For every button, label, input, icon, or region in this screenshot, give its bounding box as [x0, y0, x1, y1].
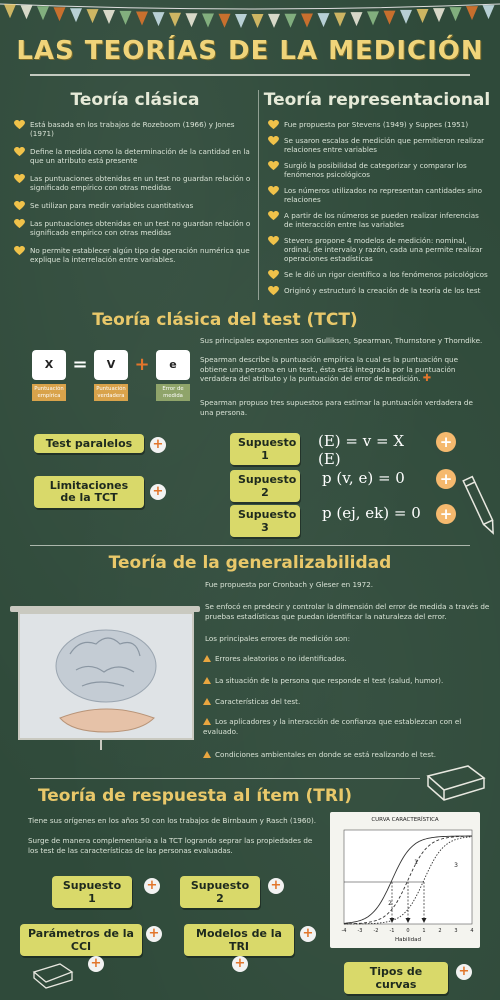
bunting-flag — [21, 5, 33, 19]
supuesto-1-plus-icon[interactable]: + — [436, 432, 456, 452]
representacional-item-text: Se usaron escalas de medición que permitieron realizar relaciones entre variables — [284, 136, 485, 154]
error-item-text: La situación de la persona que responde el test (salud, humor). — [215, 676, 444, 685]
gen-p3: Los principales errores de medición son: — [205, 634, 350, 643]
bunting-flag — [87, 9, 99, 23]
bunting-flag — [483, 5, 495, 19]
cci-x-tick: -1 — [389, 928, 395, 934]
divider-tct-gen — [30, 545, 470, 546]
heart-icon — [268, 270, 279, 280]
projector-stand — [100, 740, 102, 750]
clasica-item — [14, 219, 254, 237]
clasica-item-text: Está basada en los trabajos de Rozeboom (1966) y Jones (1971) — [30, 120, 235, 138]
clasica-item — [14, 120, 254, 138]
parametros-cci-button[interactable]: Parámetros de la CCI — [20, 924, 142, 956]
clasica-item — [14, 201, 254, 210]
tri-extra-plus-icon-1[interactable]: + — [88, 956, 104, 972]
representacional-item — [268, 236, 490, 263]
cci-chart-svg — [330, 812, 480, 948]
supuesto-2-formula: p (v, e) = 0 — [322, 469, 405, 487]
bunting-flag — [235, 14, 247, 28]
tct-p3: Spearman propuso tres supuestos para estimar la puntuación verdadera de una persona. — [200, 398, 473, 417]
tipos-curvas-button[interactable]: Tipos de curvas — [344, 962, 448, 994]
bunting-flag — [219, 14, 231, 28]
eq-e: e — [156, 350, 190, 380]
bunting-flag — [384, 11, 396, 25]
bunting-flag — [153, 12, 165, 26]
cci-curve-label-3: 3 — [454, 862, 458, 869]
tct-p2-text: Spearman describe la puntuación empírica la cual es la puntuación que obtiene una persona en un test., ésta está integrada por la puntuación verdadera del atributo y la puntuación del error de medición. — [200, 355, 459, 383]
tct-p2-plus-icon[interactable]: ✚ — [422, 373, 432, 384]
tri-extra-plus-icon-2[interactable]: + — [232, 956, 248, 972]
cci-x-tick: 4 — [470, 928, 474, 934]
heart-icon — [14, 246, 25, 256]
error-item-text: Los aplicadores y la interacción de confianza que establezcan con el evaluado. — [203, 717, 462, 736]
generalizabilidad-heading: Teoría de la generalizabilidad — [108, 553, 392, 573]
representacional-item-text: Los números utilizados no representan cantidades sino relaciones — [284, 186, 483, 204]
representacional-item-text: Stevens propone 4 modelos de medición: nominal, ordinal, de intervalo y razón, cada una permite realizar operaciones estadísticas — [284, 236, 483, 263]
representacional-item — [268, 286, 490, 295]
heart-icon — [14, 201, 25, 211]
representacional-list — [268, 120, 490, 302]
modelos-tri-button[interactable]: Modelos de la TRI — [184, 924, 294, 956]
representacional-item — [268, 136, 490, 154]
clasica-item — [14, 147, 254, 165]
heart-icon — [268, 136, 279, 146]
column-divider — [258, 90, 259, 300]
bunting-flag — [252, 14, 264, 28]
bunting-flag — [202, 14, 214, 28]
bunting-flag — [417, 9, 429, 23]
gen-p2: Se enfocó en predecir y controlar la dimensión del error de medida a través de pruebas estadísticas que puedan identificar la naturaleza del error. — [205, 602, 490, 621]
cci-chart-title: CURVA CARACTERÍSTICA — [371, 817, 439, 823]
supuesto-3-plus-icon[interactable]: + — [436, 504, 456, 524]
bunting-flag — [400, 10, 412, 24]
parametros-cci-plus-icon[interactable]: + — [146, 926, 162, 942]
gen-p1: Fue propuesta por Cronbach y Gleser en 1972. — [205, 580, 374, 589]
cci-x-tick: -4 — [341, 928, 347, 934]
clasica-list — [14, 120, 254, 273]
bunting-flag — [37, 6, 49, 20]
representacional-item — [268, 186, 490, 204]
error-item-text: Condiciones ambientales en donde se está realizando el test. — [215, 750, 437, 759]
heart-icon — [14, 147, 25, 157]
triangle-icon — [203, 677, 211, 684]
bunting-flag — [268, 14, 280, 28]
tct-p2 — [200, 355, 480, 384]
eq-label-empirica: Puntuación empírica — [32, 384, 66, 401]
error-item — [203, 654, 488, 664]
eq-plus: + — [134, 354, 150, 375]
tri-supuesto-2-button[interactable]: Supuesto 2 — [180, 876, 260, 908]
test-paralelos-plus-icon[interactable]: + — [150, 437, 166, 453]
tri-supuesto-1-plus-icon[interactable]: + — [144, 878, 160, 894]
heart-icon — [268, 186, 279, 196]
clasica-heading: Teoría clásica — [70, 90, 200, 110]
supuesto-1-button[interactable]: Supuesto 1 — [230, 433, 300, 465]
triangle-icon — [203, 655, 211, 662]
tct-heading: Teoría clásica del test (TCT) — [92, 310, 358, 330]
bunting-flag — [285, 14, 297, 28]
supuesto-2-button[interactable]: Supuesto 2 — [230, 470, 300, 502]
heart-icon — [268, 286, 279, 296]
modelos-tri-plus-icon[interactable]: + — [300, 926, 316, 942]
heart-icon — [14, 174, 25, 184]
cci-x-tick: 1 — [422, 928, 426, 934]
representacional-item — [268, 120, 490, 129]
bunting-flag — [301, 13, 313, 27]
small-eraser-icon — [30, 960, 76, 990]
brain-hand-illustration — [20, 614, 192, 738]
triangle-icon — [203, 698, 211, 705]
test-paralelos-button[interactable]: Test paralelos — [34, 434, 144, 453]
eq-label-error: Error de medida — [156, 384, 190, 401]
representacional-item-text: Fue propuesta por Stevens (1949) y Suppes (1951) — [284, 120, 469, 129]
clasica-item-text: Se utilizan para medir variables cuantitativas — [30, 201, 194, 210]
triangle-icon — [203, 718, 211, 725]
heart-icon — [268, 236, 279, 246]
error-item — [203, 717, 488, 736]
error-item — [203, 750, 488, 760]
tri-supuesto-2-plus-icon[interactable]: + — [268, 878, 284, 894]
bunting-flag — [120, 11, 132, 25]
clasica-item-text: Las puntuaciones obtenidas en un test no guardan relación o significado empírico con otras medidas — [30, 174, 251, 192]
eq-x: X — [32, 350, 66, 380]
eq-equals: = — [72, 354, 88, 375]
cci-x-tick: 2 — [438, 928, 442, 934]
cci-curve-label-1: 1 — [414, 859, 418, 866]
clasica-item-text: Las puntuaciones obtenidas en un test no guardan relación o significado empírico con otras medidas — [30, 219, 251, 237]
representacional-heading: Teoría representacional — [263, 90, 491, 110]
representacional-item — [268, 211, 490, 229]
cci-plot-area — [344, 830, 472, 924]
bunting-flag — [186, 13, 198, 27]
cci-x-tick: 0 — [406, 928, 410, 934]
tri-heading: Teoría de respuesta al ítem (TRI) — [37, 786, 353, 806]
title-underline — [30, 74, 470, 76]
representacional-item — [268, 270, 490, 279]
cci-x-tick: -3 — [357, 928, 363, 934]
heart-icon — [268, 120, 279, 130]
triangle-icon — [203, 751, 211, 758]
cci-curve-label-2: 2 — [388, 900, 392, 907]
bunting-flag — [136, 12, 148, 26]
representacional-item-text: Surgió la posibilidad de categorizar y comparar los fenómenos psicológicos — [284, 161, 467, 179]
clasica-item — [14, 246, 254, 264]
heart-icon — [268, 161, 279, 171]
bunting-flag — [54, 7, 66, 21]
limitaciones-plus-icon[interactable]: + — [150, 484, 166, 500]
heart-icon — [14, 219, 25, 229]
clasica-item-text: No permite establecer algún tipo de operación numérica que explique la interrelación entre variables. — [30, 246, 250, 264]
bunting-flag — [450, 7, 462, 21]
representacional-item-text: A partir de los números se pueden realizar inferencias de interacción entre las variables — [284, 211, 479, 229]
pencil-icon — [462, 470, 498, 540]
tri-supuesto-1-button[interactable]: Supuesto 1 — [52, 876, 132, 908]
cci-x-tick: -2 — [373, 928, 379, 934]
clasica-item-text: Define la medida como la determinación de la cantidad en la que un atributo está presente — [30, 147, 250, 165]
bunting-flag — [70, 8, 82, 22]
bunting-flag — [334, 13, 346, 27]
supuesto-3-button[interactable]: Supuesto 3 — [230, 505, 300, 537]
bunting-decoration — [0, 0, 500, 34]
bunting-flag — [351, 12, 363, 26]
bunting-flag — [466, 6, 478, 20]
representacional-item-text: Se le dió un rigor científico a los fenómenos psicológicos — [284, 270, 488, 279]
representacional-item — [268, 161, 490, 179]
projector-screen — [18, 612, 194, 740]
limitaciones-button[interactable]: Limitaciones de la TCT — [34, 476, 144, 508]
bunting-flag — [433, 8, 445, 22]
bunting-flag — [103, 10, 115, 24]
supuesto-1-formula: (E) = v = X (E) — [318, 432, 405, 468]
error-item — [203, 676, 488, 686]
eq-label-verdadera: Puntuación verdadera — [94, 384, 128, 401]
divider-gen-tri — [30, 778, 420, 779]
heart-icon — [268, 211, 279, 221]
page-title: LAS TEORÍAS DE LA MEDICIÓN — [16, 36, 484, 66]
clasica-item — [14, 174, 254, 192]
supuesto-3-formula: p (ej, ek) = 0 — [322, 504, 421, 522]
error-item-text: Características del test. — [215, 697, 301, 706]
tct-p1: Sus principales exponentes son Gulliksen, Spearman, Thurnstone y Thorndike. — [200, 336, 483, 345]
heart-icon — [14, 120, 25, 130]
tri-p2: Surge de manera complementaria a la TCT logrando seprar las propiedades de los test de las características de las personas evaluadas. — [28, 836, 313, 855]
bunting-flag — [4, 4, 16, 18]
bunting-flag — [318, 13, 330, 27]
representacional-item-text: Originó y estructuró la creación de la teoría de los test — [284, 286, 481, 295]
supuesto-2-plus-icon[interactable]: + — [436, 469, 456, 489]
error-item — [203, 697, 488, 707]
tct-equation — [30, 350, 190, 405]
tri-p1: Tiene sus orígenes en los años 50 con los trabajos de Birnbaum y Rasch (1960). — [28, 816, 317, 825]
cci-x-tick: 3 — [454, 928, 458, 934]
cci-x-label: Habilidad — [395, 937, 421, 943]
eq-v: V — [94, 350, 128, 380]
cci-chart — [330, 812, 480, 948]
bunting-flag — [367, 11, 379, 25]
tipos-curvas-plus-icon[interactable]: + — [456, 964, 472, 980]
bunting-flag — [169, 13, 181, 27]
error-item-text: Errores aleatorios o no identificados. — [215, 654, 347, 663]
eraser-icon — [424, 760, 488, 802]
representacional-heading-wrap — [262, 90, 492, 110]
